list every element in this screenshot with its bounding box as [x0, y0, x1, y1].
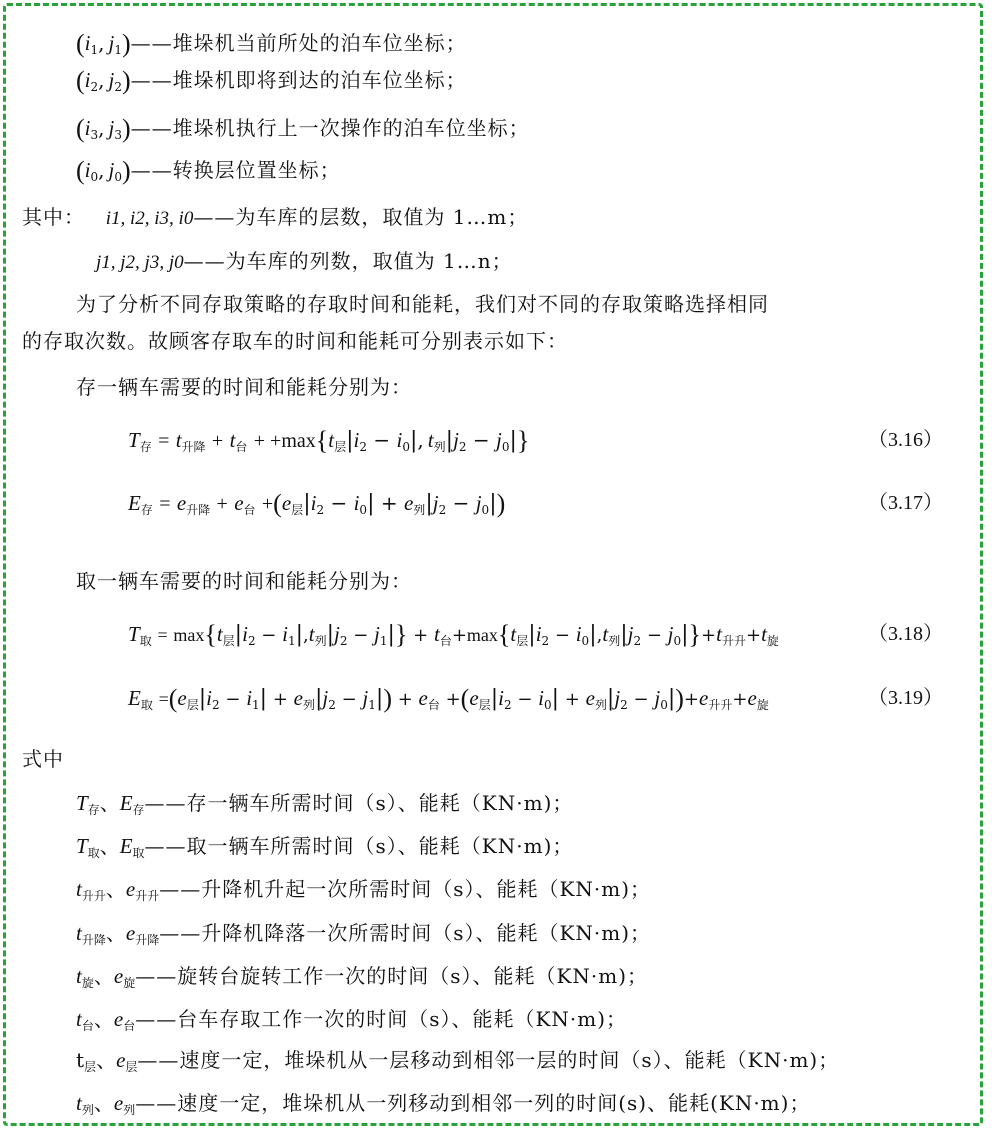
paragraph-line-1: 为了分析不同存取策略的存取时间和能耗，我们对不同的存取策略选择相同	[76, 292, 769, 316]
symbol-def-5: $t_旋$、$e_旋——$旋转台旋转工作一次的时间（s）、能耗（KN·m)；	[76, 964, 649, 990]
shizhong-label: 式中	[22, 747, 64, 771]
index-vars-1: i1, i2, i3, i0	[105, 208, 194, 229]
equation-number-3-18: （3.18）	[868, 623, 943, 645]
retrieve-intro: 取一辆车需要的时间和能耗分别为：	[76, 569, 412, 593]
equation-number-3-16: （3.16）	[868, 429, 943, 451]
symbol-def-8: $t_列$、$e_列——$速度一定，堆垛机从一列移动到相邻一列的时间(s)、能耗(KN·m)；	[76, 1091, 811, 1117]
paragraph-line-2: 的存取次数。故顾客存取车的时间和能耗可分别表示如下：	[22, 329, 568, 353]
equation-3-16: $T_存 = t_{升降} + t_台 + +\max\{t_层|i_2 - i_0|$, $t_列|j_2 - j_0|$}	[128, 426, 530, 455]
where-label: 其中：	[22, 205, 85, 229]
store-intro: 存一辆车需要的时间和能耗分别为：	[76, 375, 412, 399]
index-vars-2: j1, j2, j3, j0	[96, 252, 184, 273]
symbol-def-2: $T_取$、$E_取——$取一辆车所需时间（s）、能耗（KN·m)；	[76, 834, 574, 860]
equation-number-3-19: （3.19）	[868, 687, 943, 709]
symbol-def-7: $t_层$、$e_层——$速度一定，堆垛机从一层移动到相邻一层的时间（s）、能耗（KN·m)；	[76, 1048, 840, 1074]
coord-def-3: ($i_3$, $j_3)——$堆垛机执行上一次操作的泊车位坐标；	[76, 114, 530, 143]
where-row-1: 其中： i1, i2, i3, i0——为车库的层数，取值为 1…m；	[22, 205, 529, 229]
coord-def-2: ($i_2$, $j_2)——$堆垛机即将到达的泊车位坐标；	[76, 66, 467, 95]
coord-def-4: ($i_0$, $j_0)——$转换层位置坐标；	[76, 156, 341, 185]
equation-3-17: $E_存 = e_{升降} + e_台 +(e_层|i_2 - i_0| + e_列|j_2 - j_0|)$	[128, 489, 506, 518]
equation-number-3-17: （3.17）	[868, 492, 943, 514]
equation-3-19: $E_取 =(e_层|i_2 - i_1| + e_列|j_2 - j_1|) + e_台 +(e_层|i_2 - i_0| + e_列|j_2 - j_0|)+e_{升升}+e_旋$	[128, 684, 769, 713]
symbol-def-4: $t_{升降}$、$e_{升降}——$升降机降落一次所需时间（s）、能耗（KN·m)；	[76, 921, 652, 947]
equation-3-18: $T_取 = \max\{t_层|i_2 - i_1|,t_列|j_2 - j_1|\} + t_台+\max\{t_层|i_2 - i_0|,t_列|j_2 - j_0|\}+t_{升升}+t_旋$	[128, 620, 779, 649]
where-row-2: j1, j2, j3, j0——为车库的列数，取值为 1…n；	[96, 249, 513, 273]
symbol-def-6: $t_台$、$e_台——$台车存取工作一次的时间（s）、能耗（KN·m)；	[76, 1007, 628, 1033]
coord-def-1: ($i_1$, $j_1)——$堆垛机当前所处的泊车位坐标；	[76, 29, 467, 58]
symbol-def-1: $T_存$、$E_存——$存一辆车所需时间（s）、能耗（KN·m)；	[76, 791, 574, 817]
symbol-def-3: $t_{升升}$、$e_{升升}——$升降机升起一次所需时间（s）、能耗（KN·m)；	[76, 877, 652, 903]
